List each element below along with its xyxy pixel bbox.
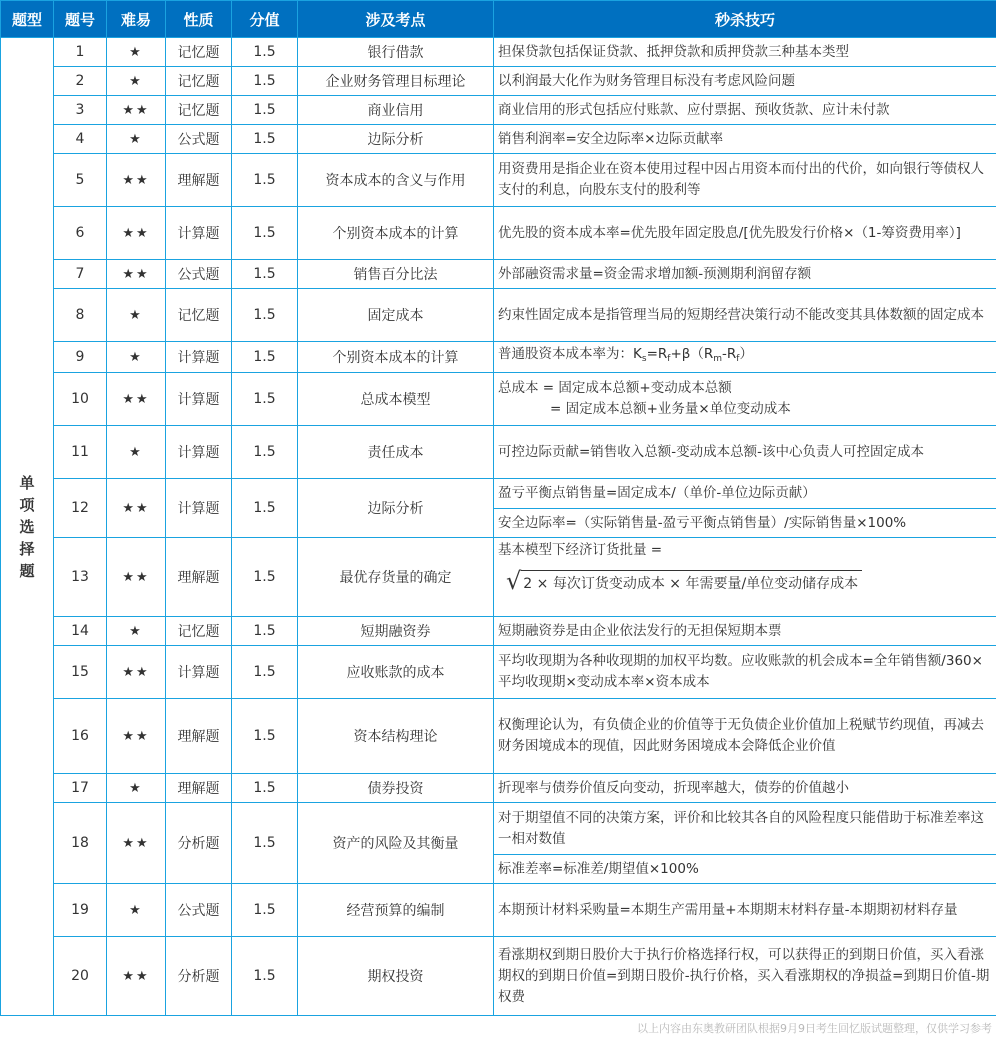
question-score: 1.5 — [232, 260, 298, 289]
question-nature: 理解题 — [166, 538, 232, 617]
header-type: 题型 — [1, 1, 54, 38]
table-row — [1, 373, 996, 426]
question-score: 1.5 — [232, 207, 298, 260]
question-nature: 记忆题 — [166, 289, 232, 342]
question-topic: 经营预算的编制 — [298, 884, 494, 937]
header-topic: 涉及考点 — [298, 1, 494, 38]
difficulty-stars: ★ — [107, 342, 166, 373]
question-nature: 记忆题 — [166, 96, 232, 125]
difficulty-stars: ★ — [107, 289, 166, 342]
table-row — [1, 342, 996, 373]
question-topic: 固定成本 — [298, 289, 494, 342]
difficulty-stars: ★ — [107, 67, 166, 96]
difficulty-stars: ★★ — [107, 538, 166, 617]
question-tip: 外部融资需求量=资金需求增加额-预测期利润留存额 — [494, 260, 996, 289]
question-num: 20 — [54, 937, 107, 1016]
question-tip: 担保贷款包括保证贷款、抵押贷款和质押贷款三种基本类型 — [494, 38, 996, 67]
question-topic: 资本成本的含义与作用 — [298, 154, 494, 207]
question-tip: 权衡理论认为，有负债企业的价值等于无负债企业价值加上税赋节约现值，再减去财务困境成本的现值，因此财务困境成本会降低企业价值 — [494, 699, 996, 774]
difficulty-stars: ★ — [107, 884, 166, 937]
question-tip: 本期预计材料采购量=本期生产需用量+本期期末材料存量-本期期初材料存量 — [494, 884, 996, 937]
question-score: 1.5 — [232, 884, 298, 937]
question-score: 1.5 — [232, 803, 298, 884]
question-nature: 计算题 — [166, 426, 232, 479]
question-tip: 用资费用是指企业在资本使用过程中因占用资本而付出的代价，如向银行等债权人支付的利息，向股东支付的股利等 — [494, 154, 996, 207]
question-tip: 短期融资券是由企业依法发行的无担保短期本票 — [494, 617, 996, 646]
question-score: 1.5 — [232, 373, 298, 426]
question-num: 9 — [54, 342, 107, 373]
question-tip-eoq: 基本模型下经济订货批量 = √ 2 × 每次订货变动成本 × 年需要量/单位变动储存成本 — [494, 538, 996, 617]
question-topic: 债券投资 — [298, 774, 494, 803]
table-row — [1, 38, 996, 67]
question-nature: 计算题 — [166, 479, 232, 538]
table-row — [1, 937, 996, 1016]
table-row — [1, 125, 996, 154]
question-score: 1.5 — [232, 699, 298, 774]
table-row — [1, 699, 996, 774]
question-topic: 边际分析 — [298, 479, 494, 538]
question-tip: 平均收现期为各种收现期的加权平均数。应收账款的机会成本=全年销售额/360×平均收现期×变动成本率×资本成本 — [494, 646, 996, 699]
question-score: 1.5 — [232, 125, 298, 154]
question-score: 1.5 — [232, 96, 298, 125]
question-num: 12 — [54, 479, 107, 538]
header-difficulty: 难易 — [107, 1, 166, 38]
table-row — [1, 884, 996, 937]
question-num: 7 — [54, 260, 107, 289]
question-num: 16 — [54, 699, 107, 774]
question-topic: 期权投资 — [298, 937, 494, 1016]
header-num: 题号 — [54, 1, 107, 38]
question-num: 11 — [54, 426, 107, 479]
question-num: 3 — [54, 96, 107, 125]
table-row — [1, 538, 996, 617]
question-score: 1.5 — [232, 617, 298, 646]
question-tip: 对于期望值不同的决策方案，评价和比较其各自的风险程度只能借助于标准差率这一相对数值 — [494, 803, 996, 855]
sqrt-icon: √ — [506, 567, 522, 595]
question-topic: 责任成本 — [298, 426, 494, 479]
table-row — [1, 803, 996, 855]
table-row — [1, 207, 996, 260]
question-num: 1 — [54, 38, 107, 67]
question-nature: 记忆题 — [166, 38, 232, 67]
difficulty-stars: ★★ — [107, 373, 166, 426]
question-score: 1.5 — [232, 289, 298, 342]
question-score: 1.5 — [232, 937, 298, 1016]
question-nature: 计算题 — [166, 342, 232, 373]
question-nature: 公式题 — [166, 260, 232, 289]
question-tip: 商业信用的形式包括应付账款、应付票据、预收货款、应计未付款 — [494, 96, 996, 125]
question-topic: 应收账款的成本 — [298, 646, 494, 699]
question-num: 2 — [54, 67, 107, 96]
table-row — [1, 426, 996, 479]
table-row — [1, 774, 996, 803]
header-tip: 秒杀技巧 — [494, 1, 996, 38]
question-num: 15 — [54, 646, 107, 699]
question-topic: 总成本模型 — [298, 373, 494, 426]
question-tip: 安全边际率=（实际销售量-盈亏平衡点销售量）/实际销售量×100% — [494, 509, 996, 538]
difficulty-stars: ★★ — [107, 803, 166, 884]
question-topic: 边际分析 — [298, 125, 494, 154]
table-row — [1, 617, 996, 646]
question-score: 1.5 — [232, 538, 298, 617]
difficulty-stars: ★★ — [107, 699, 166, 774]
question-topic: 销售百分比法 — [298, 260, 494, 289]
footer-note: 以上内容由东奥教研团队根据9月9日考生回忆版试题整理，仅供学习参考 — [637, 1022, 992, 1035]
question-nature: 理解题 — [166, 154, 232, 207]
question-tip: 以利润最大化作为财务管理目标没有考虑风险问题 — [494, 67, 996, 96]
question-score: 1.5 — [232, 342, 298, 373]
question-num: 6 — [54, 207, 107, 260]
sqrt-formula: √ 2 × 每次订货变动成本 × 年需要量/单位变动储存成本 — [506, 569, 992, 593]
difficulty-stars: ★★ — [107, 937, 166, 1016]
table-row — [1, 67, 996, 96]
question-nature: 公式题 — [166, 884, 232, 937]
question-num: 18 — [54, 803, 107, 884]
difficulty-stars: ★ — [107, 426, 166, 479]
question-topic: 商业信用 — [298, 96, 494, 125]
question-nature: 理解题 — [166, 699, 232, 774]
question-topic: 企业财务管理目标理论 — [298, 67, 494, 96]
question-num: 5 — [54, 154, 107, 207]
question-nature: 记忆题 — [166, 67, 232, 96]
question-tip: 总成本 = 固定成本总额+变动成本总额 = 固定成本总额+业务量×单位变动成本 — [494, 373, 996, 426]
question-topic: 银行借款 — [298, 38, 494, 67]
question-nature: 分析题 — [166, 937, 232, 1016]
question-tip: 盈亏平衡点销售量=固定成本/（单价-单位边际贡献） — [494, 479, 996, 509]
difficulty-stars: ★ — [107, 774, 166, 803]
question-tip: 看涨期权到期日股价大于执行价格选择行权，可以获得正的到期日价值，买入看涨期权的到期日价值=到期日股价-执行价格，买入看涨期权的净损益=到期日价值-期权费 — [494, 937, 996, 1016]
question-num: 8 — [54, 289, 107, 342]
table-row — [1, 479, 996, 509]
question-nature: 理解题 — [166, 774, 232, 803]
table-row — [1, 646, 996, 699]
question-num: 14 — [54, 617, 107, 646]
question-tip: 约束性固定成本是指管理当局的短期经营决策行动不能改变其具体数额的固定成本 — [494, 289, 996, 342]
question-nature: 计算题 — [166, 207, 232, 260]
table-header-row — [1, 1, 996, 38]
question-topic: 短期融资券 — [298, 617, 494, 646]
question-tip: 销售利润率=安全边际率×边际贡献率 — [494, 125, 996, 154]
question-topic: 个别资本成本的计算 — [298, 207, 494, 260]
question-nature: 记忆题 — [166, 617, 232, 646]
difficulty-stars: ★ — [107, 38, 166, 67]
section-type-cell — [1, 38, 54, 1016]
question-score: 1.5 — [232, 479, 298, 538]
table-row — [1, 260, 996, 289]
question-num: 17 — [54, 774, 107, 803]
question-num: 19 — [54, 884, 107, 937]
question-num: 10 — [54, 373, 107, 426]
question-tip: 优先股的资本成本率=优先股年固定股息/[优先股发行价格×（1-筹资费用率）] — [494, 207, 996, 260]
difficulty-stars: ★★ — [107, 154, 166, 207]
difficulty-stars: ★★ — [107, 260, 166, 289]
question-num: 13 — [54, 538, 107, 617]
question-topic: 个别资本成本的计算 — [298, 342, 494, 373]
question-score: 1.5 — [232, 646, 298, 699]
question-score: 1.5 — [232, 154, 298, 207]
difficulty-stars: ★★ — [107, 646, 166, 699]
question-tip-formula: 普通股资本成本率为：$K_s=R_f+\beta(R_m-R_f)$ — [494, 342, 996, 373]
question-score: 1.5 — [232, 426, 298, 479]
question-tip: 折现率与债券价值反向变动，折现率越大，债券的价值越小 — [494, 774, 996, 803]
question-num: 4 — [54, 125, 107, 154]
question-score: 1.5 — [232, 67, 298, 96]
section-type-label: 单项选择题 — [19, 473, 35, 580]
difficulty-stars: ★★ — [107, 479, 166, 538]
question-nature: 计算题 — [166, 373, 232, 426]
table-row — [1, 154, 996, 207]
header-score: 分值 — [232, 1, 298, 38]
question-score: 1.5 — [232, 38, 298, 67]
question-score: 1.5 — [232, 774, 298, 803]
question-nature: 分析题 — [166, 803, 232, 884]
table-row — [1, 289, 996, 342]
difficulty-stars: ★★ — [107, 96, 166, 125]
difficulty-stars: ★★ — [107, 207, 166, 260]
question-nature: 公式题 — [166, 125, 232, 154]
question-topic: 资本结构理论 — [298, 699, 494, 774]
question-topic: 最优存货量的确定 — [298, 538, 494, 617]
difficulty-stars: ★ — [107, 125, 166, 154]
question-nature: 计算题 — [166, 646, 232, 699]
question-topic: 资产的风险及其衡量 — [298, 803, 494, 884]
difficulty-stars: ★ — [107, 617, 166, 646]
question-tip: 可控边际贡献=销售收入总额-变动成本总额-该中心负责人可控固定成本 — [494, 426, 996, 479]
header-nature: 性质 — [166, 1, 232, 38]
question-tip: 标准差率=标准差/期望值×100% — [494, 855, 996, 884]
table-row — [1, 96, 996, 125]
